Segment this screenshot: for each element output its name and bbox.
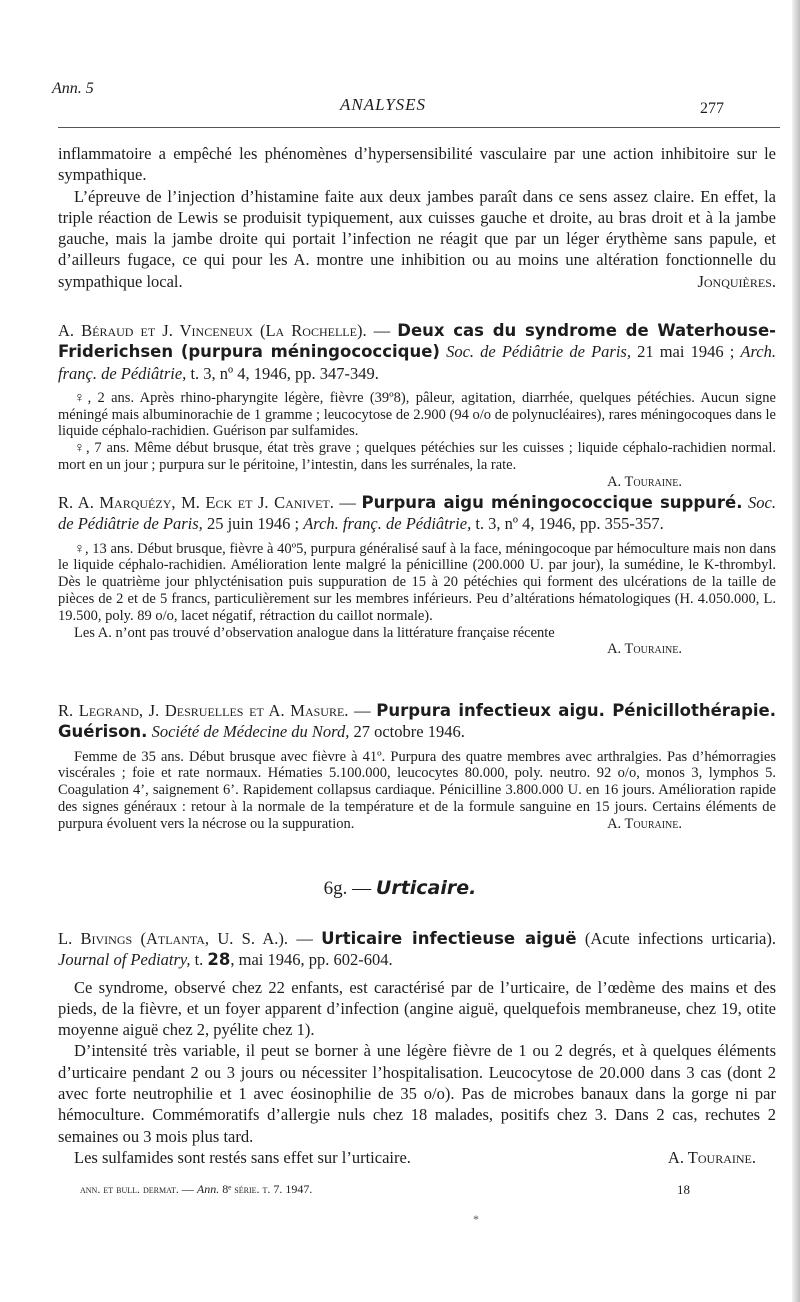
citation-authors: A. Béraud et J. Vinceneux (La Rochelle). (58, 321, 367, 340)
paragraph: L’épreuve de l’injection d’histamine faite aux deux jambes paraît dans ce sens assez claire. En effet, la triple réaction de Lewis se produisit typiquement, aux cuisses gauche et droite, au bras droit et à la jambe gauche, mais la jambe droite qui portait l’infection ne réagit que par un léger érythème sans papule, et d’ailleurs fugace, ce qui pour les A. montre une inhibition ou au moins une altération fonctionnelle du sympathique local. Jonquières. (58, 186, 776, 291)
citation-authors: R. A. Marquézy, M. Eck et J. Canivet. (58, 493, 334, 512)
paragraph: ♀, 7 ans. Même début brusque, état très grave ; quelques pétéchies sur les cuisses ; liquide céphalo-rachidien normal. mort en un jour ; purpura sur le péritoine, l’intestin, dans les surrénales, la rate. (58, 440, 776, 474)
signature: Jonquières. (697, 271, 776, 291)
page-number: 277 (700, 100, 724, 117)
signature: A. Touraine. (607, 641, 682, 658)
abstract-purpura-infectieux (58, 700, 776, 833)
paragraph: Les sulfamides sont restés sans effet sur l’urticaire. A. Touraine. (74, 1147, 756, 1167)
signature-mark: 18 (677, 1182, 690, 1197)
print-mark: * (473, 1212, 479, 1226)
citation-title: Purpura aigu méningococcique suppuré. (361, 493, 743, 512)
page-edge-shadow (792, 0, 800, 1302)
abstract-purpura-suppure (58, 492, 776, 658)
paragraph: ♀, 2 ans. Après rhino-pharyngite légère, fièvre (39º8), pâleur, agitation, diarrhée, quelques pétéchies. Aucun signe méningé mais albuminorachie de 1 gramme ; leucocytose de 2.900 (94 o/o de polynucléaires), rares méningocoques dans le liquide céphalo-rachidien. Guérison par sulfamides. (58, 389, 776, 440)
signature: A. Touraine. (607, 473, 682, 490)
footer-journal: ann. et bull. dermat. (80, 1182, 179, 1196)
citation-title: Purpura infectieux aigu. Pénicillothérapie. Guérison. (58, 701, 777, 742)
paragraph: D’intensité très variable, il peut se borner à une légère fièvre de 1 ou 2 degrés, et à quelques éléments d’urticaire pendant 2 ou 3 jours ou nécessiter l’hospitalisation. Leucocytose de 20.000 dans 3 cas (dont 2 avec forte neutrophilie et 1 avec éosinophilie de 35 o/o). Pas de microbes banaux dans la gorge ni par hémoculture. Commémoratifs d’allergie nuls chez 18 malades, positifs chez 3. Dans 2 cas, rechutes 2 semaines ou 3 mois plus tard. (58, 1041, 776, 1146)
running-title: ANALYSES (340, 95, 427, 114)
volume-marker: Ann. 5 (52, 80, 94, 97)
paragraph: inflammatoire a empêché les phénomènes d’hypersensibilité vasculaire par une action inhibitoire sur le sympathique. (58, 144, 776, 185)
citation: R. Legrand, J. Desruelles et A. Masure. — Purpura infectieux aigu. Pénicillothérapie. Guérison. Société de Médecine du Nord, 27 octobre 1946. (58, 701, 777, 742)
citation-authors: R. Legrand, J. Desruelles et A. Masure. (58, 701, 349, 720)
page-footer: ann. et bull. dermat. — Ann. 8ᵉ série. t. 7. 1947. 18 (80, 1182, 690, 1197)
citation-title: Deux cas du syndrome de Waterhouse-Friderichsen (purpura méningococcique) (58, 321, 777, 362)
section-heading: 6g. — Urticaire. (323, 877, 477, 899)
paragraph: Ce syndrome, observé chez 22 enfants, est caractérisé par de l’urticaire, de l’œdème des mains et des pieds, de la fièvre, et un foyer apparent d’infection (angine aiguë, quelquefois membraneuse, chez 19, otite moyenne aiguë chez 2, pyélite chez 1). (58, 977, 776, 1040)
header-rule (58, 127, 780, 128)
signature: A. Touraine. (667, 1147, 756, 1167)
abstract-waterhouse-friderichsen (58, 320, 776, 491)
citation-title: Urticaire infectieuse aiguë (321, 929, 577, 948)
citation: L. Bivings (Atlanta, U. S. A.). — Urticaire infectieuse aiguë (Acute infections urticaria). Journal of Pediatry, t. 28, mai 1946, pp. 602-604. (58, 929, 777, 970)
signature: A. Touraine. (607, 815, 682, 832)
paragraph: Les A. n’ont pas trouvé d’observation analogue dans la littérature française récente (74, 624, 555, 641)
abstract-continuation (58, 143, 776, 292)
citation: R. A. Marquézy, M. Eck et J. Canivet. — Purpura aigu méningococcique suppuré. Soc. de Pédiâtrie de Paris, 25 juin 1946 ; Arch. franç. de Pédiâtrie, t. 3, nº 4, 1946, pp. 355-357. (58, 493, 776, 534)
paragraph: ♀, 13 ans. Début brusque, fièvre à 40º5, purpura généralisé sauf à la face, méningocoque par hémoculture mais non dans le liquide céphalo-rachidien. Amélioration lente malgré la pénicilline (200.000 U. par jour), la sumédine, le K-thrombyl. Dès le quatrième jour phlycténisation puis suppuration de 15 à 20 pétéchies qui forment des ulcérations de la taille de pièces de 2 et de 5 francs, particulièrement sur les membres inférieurs. Peu d’altérations hématologiques (H. 4.050.000, L. 19.500, poly. 89 o/o, lacet négatif, rétraction du caillot normale). (58, 540, 776, 624)
abstract-urticaire-infectieuse (58, 928, 776, 1168)
section-title: Urticaire. (375, 877, 477, 899)
paragraph: Femme de 35 ans. Début brusque avec fièvre à 41º. Purpura des quatre membres avec arthralgies. Pas d’hémorragies viscérales ; foie et rate normaux. Hématies 5.100.000, leucocytes 80.000, poly. neutro. 92 o/o, monos 3, lymphos 5. Coagulation 4’, saignement 6’. Rapidement collapsus cardiaque. Pénicilline 3.800.000 U. en 16 jours. Amélioration rapide des signes généraux : retour à la normale de la température et de la formule sanguine en 15 jours. Certains éléments de purpura évoluent vers la nécrose ou la suppuration. A. Touraine. (58, 748, 776, 832)
citation-authors: L. Bivings (Atlanta, U. S. A.). (58, 929, 289, 948)
citation: A. Béraud et J. Vinceneux (La Rochelle). — Deux cas du syndrome de Waterhouse-Friderichsen (purpura méningococcique) Soc. de Pédiâtrie de Paris, 21 mai 1946 ; Arch. franç. de Pédiâtrie, t. 3, nº 4, 1946, pp. 347-349. (58, 321, 777, 383)
section-number: 6g. (323, 878, 348, 899)
